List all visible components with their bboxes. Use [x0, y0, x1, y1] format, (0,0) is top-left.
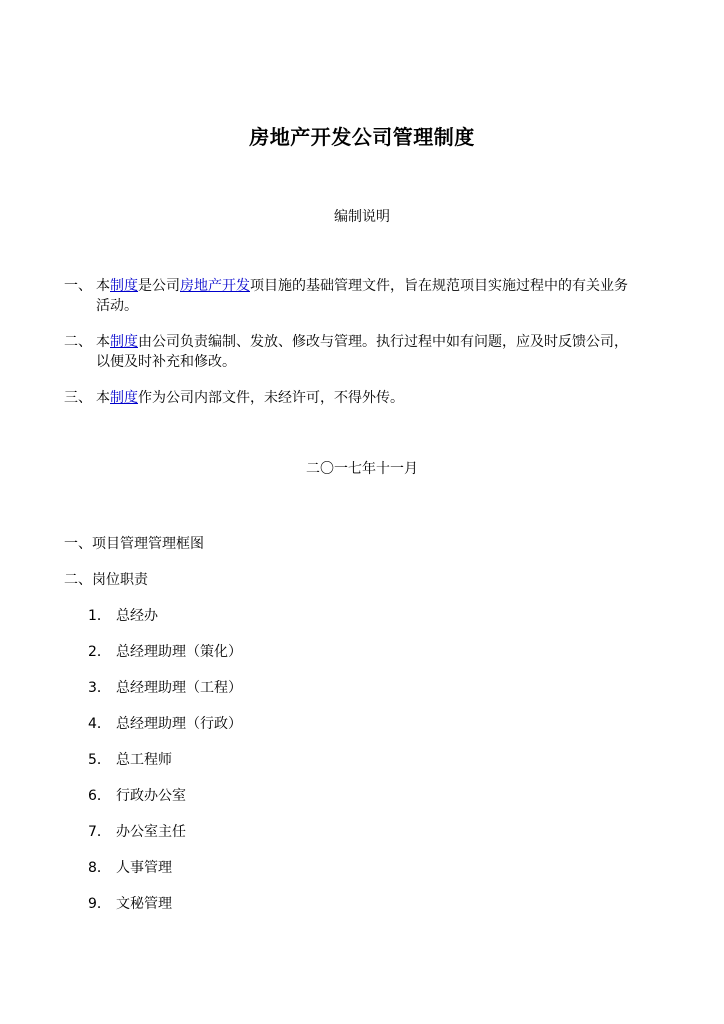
document-title: 房地产开发公司管理制度: [249, 125, 475, 149]
position-number: 1．: [88, 608, 111, 624]
note-item-2: [64, 332, 664, 372]
position-label: 总工程师: [116, 752, 172, 768]
note-text-pre: 本: [96, 390, 110, 406]
note-number: 一、: [64, 278, 92, 294]
position-list-item: [88, 713, 242, 733]
link-zhidu[interactable]: 制度: [110, 390, 138, 406]
position-list-item: [88, 893, 172, 913]
position-number: 9．: [88, 896, 111, 912]
position-list-item: [88, 641, 242, 661]
position-list-item: [88, 605, 158, 625]
note-text-post: 由公司负责编制、发放、修改与管理。执行过程中如有问题，应及时反馈公司，: [138, 334, 628, 350]
position-label: 总经办: [116, 608, 158, 624]
position-label: 办公室主任: [116, 824, 186, 840]
position-label: 行政办公室: [116, 788, 186, 804]
link-zhidu[interactable]: 制度: [110, 278, 138, 294]
note-text-continued: 活动。: [96, 298, 138, 314]
position-label: 人事管理: [116, 860, 172, 876]
outline-item: 一、项目管理管理框图: [64, 536, 204, 552]
position-number: 6．: [88, 788, 111, 804]
position-label: 总经理助理（策化）: [116, 644, 242, 660]
position-list-item: [88, 749, 172, 769]
position-label: 文秘管理: [116, 896, 172, 912]
link-zhidu[interactable]: 制度: [110, 334, 138, 350]
position-list-item: [88, 785, 186, 805]
position-number: 5．: [88, 752, 111, 768]
document-subtitle: 编制说明: [334, 209, 390, 225]
note-text-mid: 是公司: [138, 278, 180, 294]
position-label: 总经理助理（工程）: [116, 680, 242, 696]
position-number: 4．: [88, 716, 111, 732]
note-item-3: [64, 388, 664, 408]
position-list-item: [88, 677, 242, 697]
position-list-item: [88, 821, 186, 841]
link-real-estate[interactable]: 房地产开发: [180, 278, 250, 294]
note-text-post: 项目施的基础管理文件，旨在规范项目实施过程中的有关业务: [250, 278, 628, 294]
note-text-post: 作为公司内部文件，未经许可，不得外传。: [138, 390, 404, 406]
note-text-continued: 以便及时补充和修改。: [96, 354, 236, 370]
note-number: 三、: [64, 390, 92, 406]
note-item-1: [64, 276, 664, 316]
document-date: 二〇一七年十一月: [306, 461, 418, 477]
note-text-pre: 本: [96, 334, 110, 350]
position-number: 2．: [88, 644, 111, 660]
note-text-pre: 本: [96, 278, 110, 294]
position-list-item: [88, 857, 172, 877]
note-number: 二、: [64, 334, 92, 350]
position-number: 7．: [88, 824, 111, 840]
position-number: 3．: [88, 680, 111, 696]
outline-item: 二、岗位职责: [64, 572, 148, 588]
position-number: 8．: [88, 860, 111, 876]
position-label: 总经理助理（行政）: [116, 716, 242, 732]
